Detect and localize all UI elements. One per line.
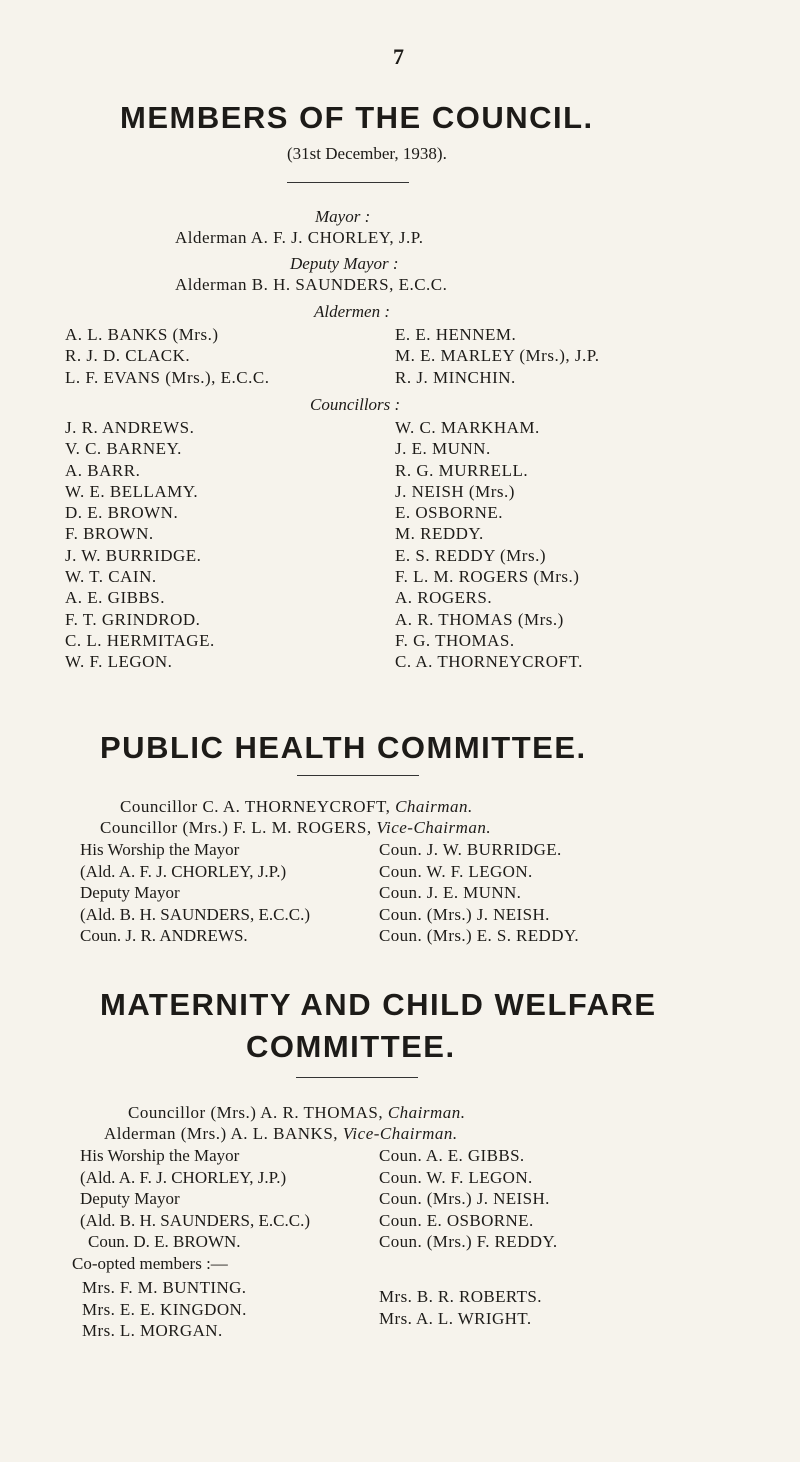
list-item: F. G. THOMAS. [395, 630, 515, 650]
maternity-left-list [80, 1145, 310, 1253]
list-item: M. REDDY. [395, 524, 484, 544]
vice-chairman-name: Councillor (Mrs.) F. L. M. ROGERS, [100, 818, 372, 837]
list-item: J. W. BURRIDGE. [65, 545, 202, 565]
list-item: Coun. W. F. LEGON. [379, 1167, 533, 1187]
list-item: E. S. REDDY (Mrs.) [395, 545, 546, 565]
list-item: Coun. E. OSBORNE. [379, 1210, 534, 1230]
chairman-role: Chairman. [395, 797, 473, 816]
list-item: Deputy Mayor [80, 883, 180, 902]
list-item: J. NEISH (Mrs.) [395, 481, 515, 501]
list-item: Coun. A. E. GIBBS. [379, 1146, 525, 1165]
council-title: MEMBERS OF THE COUNCIL. [120, 100, 594, 135]
public-health-left-list [80, 839, 310, 947]
vice-chairman-name: Alderman (Mrs.) A. L. BANKS, [104, 1124, 339, 1143]
list-item: Coun. (Mrs.) E. S. REDDY. [379, 926, 580, 945]
list-item: (Ald. B. H. SAUNDERS, E.C.C.) [80, 904, 310, 924]
list-item: Coun. J. R. ANDREWS. [80, 926, 248, 945]
list-item: F. BROWN. [65, 524, 154, 544]
list-item: Coun. (Mrs.) J. NEISH. [379, 1189, 550, 1208]
councillors-right-list [395, 417, 583, 673]
list-item: V. C. BARNEY. [65, 439, 182, 459]
maternity-vice-chairman [104, 1124, 458, 1144]
maternity-chairman [128, 1103, 466, 1123]
council-date: (31st December, 1938). [287, 144, 447, 163]
list-item: D. E. BROWN. [65, 503, 179, 523]
list-item: Mrs. E. E. KINGDON. [82, 1299, 247, 1319]
list-item: C. L. HERMITAGE. [65, 630, 215, 650]
list-item: Coun. D. E. BROWN. [88, 1232, 241, 1251]
list-item: A. L. BANKS (Mrs.) [65, 325, 219, 344]
divider [296, 1077, 418, 1078]
list-item: W. C. MARKHAM. [395, 418, 540, 437]
list-item: R. J. MINCHIN. [395, 367, 516, 387]
public-health-right-list [379, 839, 579, 947]
list-item: (Ald. A. F. J. CHORLEY, J.P.) [80, 861, 287, 881]
divider [297, 775, 419, 776]
aldermen-right-list [395, 324, 600, 388]
vice-chairman-role: Vice-Chairman. [376, 818, 492, 837]
list-item: M. E. MARLEY (Mrs.), J.P. [395, 346, 600, 366]
list-item: C. A. THORNEYCROFT. [395, 652, 583, 672]
list-item: W. F. LEGON. [65, 652, 173, 672]
chairman-name: Councillor (Mrs.) A. R. THOMAS, [128, 1103, 384, 1122]
chairman-name: Councillor C. A. THORNEYCROFT, [120, 797, 391, 816]
public-health-title: PUBLIC HEALTH COMMITTEE. [100, 730, 587, 765]
list-item: F. T. GRINDROD. [65, 609, 201, 629]
list-item: L. F. EVANS (Mrs.), E.C.C. [65, 367, 270, 387]
list-item: A. ROGERS. [395, 588, 493, 608]
list-item: W. T. CAIN. [65, 567, 157, 587]
divider [287, 182, 409, 183]
list-item: Coun. J. E. MUNN. [379, 883, 522, 902]
councillors-left-list [65, 417, 215, 673]
list-item: (Ald. A. F. J. CHORLEY, J.P.) [80, 1167, 287, 1187]
coopted-right-list [379, 1286, 542, 1329]
page-number: 7 [393, 44, 404, 69]
maternity-right-list [379, 1145, 558, 1253]
list-item: His Worship the Mayor [80, 840, 240, 859]
list-item: His Worship the Mayor [80, 1146, 240, 1165]
list-item: J. E. MUNN. [395, 439, 491, 459]
list-item: F. L. M. ROGERS (Mrs.) [395, 567, 580, 587]
coopted-left-list [82, 1277, 247, 1342]
list-item: R. J. D. CLACK. [65, 346, 191, 366]
list-item: Coun. W. F. LEGON. [379, 861, 533, 881]
list-item: Coun. (Mrs.) J. NEISH. [379, 904, 550, 924]
list-item: Mrs. A. L. WRIGHT. [379, 1308, 532, 1328]
mayor-label: Mayor : [315, 207, 371, 226]
list-item: (Ald. B. H. SAUNDERS, E.C.C.) [80, 1210, 310, 1230]
list-item: Mrs. B. R. ROBERTS. [379, 1287, 542, 1306]
aldermen-label: Aldermen : [314, 302, 391, 321]
vice-chairman-role: Vice-Chairman. [342, 1124, 458, 1143]
list-item: A. E. GIBBS. [65, 588, 165, 608]
list-item: Mrs. F. M. BUNTING. [82, 1278, 247, 1297]
mayor-name: Alderman A. F. J. CHORLEY, J.P. [175, 228, 424, 247]
maternity-title-line2: COMMITTEE. [246, 1029, 456, 1064]
chairman-role: Chairman. [387, 1103, 466, 1122]
list-item: E. OSBORNE. [395, 503, 503, 523]
deputy-mayor-name: Alderman B. H. SAUNDERS, E.C.C. [175, 275, 448, 294]
list-item: Mrs. L. MORGAN. [82, 1321, 223, 1340]
list-item: J. R. ANDREWS. [65, 418, 195, 437]
list-item: E. E. HENNEM. [395, 325, 517, 344]
aldermen-left-list [65, 324, 269, 388]
list-item: Coun. J. W. BURRIDGE. [379, 840, 562, 859]
list-item: A. R. THOMAS (Mrs.) [395, 609, 564, 629]
public-health-chairman [120, 797, 473, 817]
public-health-vice-chairman [100, 818, 491, 838]
list-item: R. G. MURRELL. [395, 460, 529, 480]
councillors-label: Councillors : [310, 395, 401, 414]
list-item: Coun. (Mrs.) F. REDDY. [379, 1232, 558, 1251]
deputy-mayor-label: Deputy Mayor : [290, 254, 399, 273]
coopted-label: Co-opted members :— [72, 1254, 228, 1273]
list-item: A. BARR. [65, 460, 141, 480]
list-item: Deputy Mayor [80, 1189, 180, 1208]
maternity-title-line1: MATERNITY AND CHILD WELFARE [100, 987, 657, 1022]
list-item: W. E. BELLAMY. [65, 481, 199, 501]
